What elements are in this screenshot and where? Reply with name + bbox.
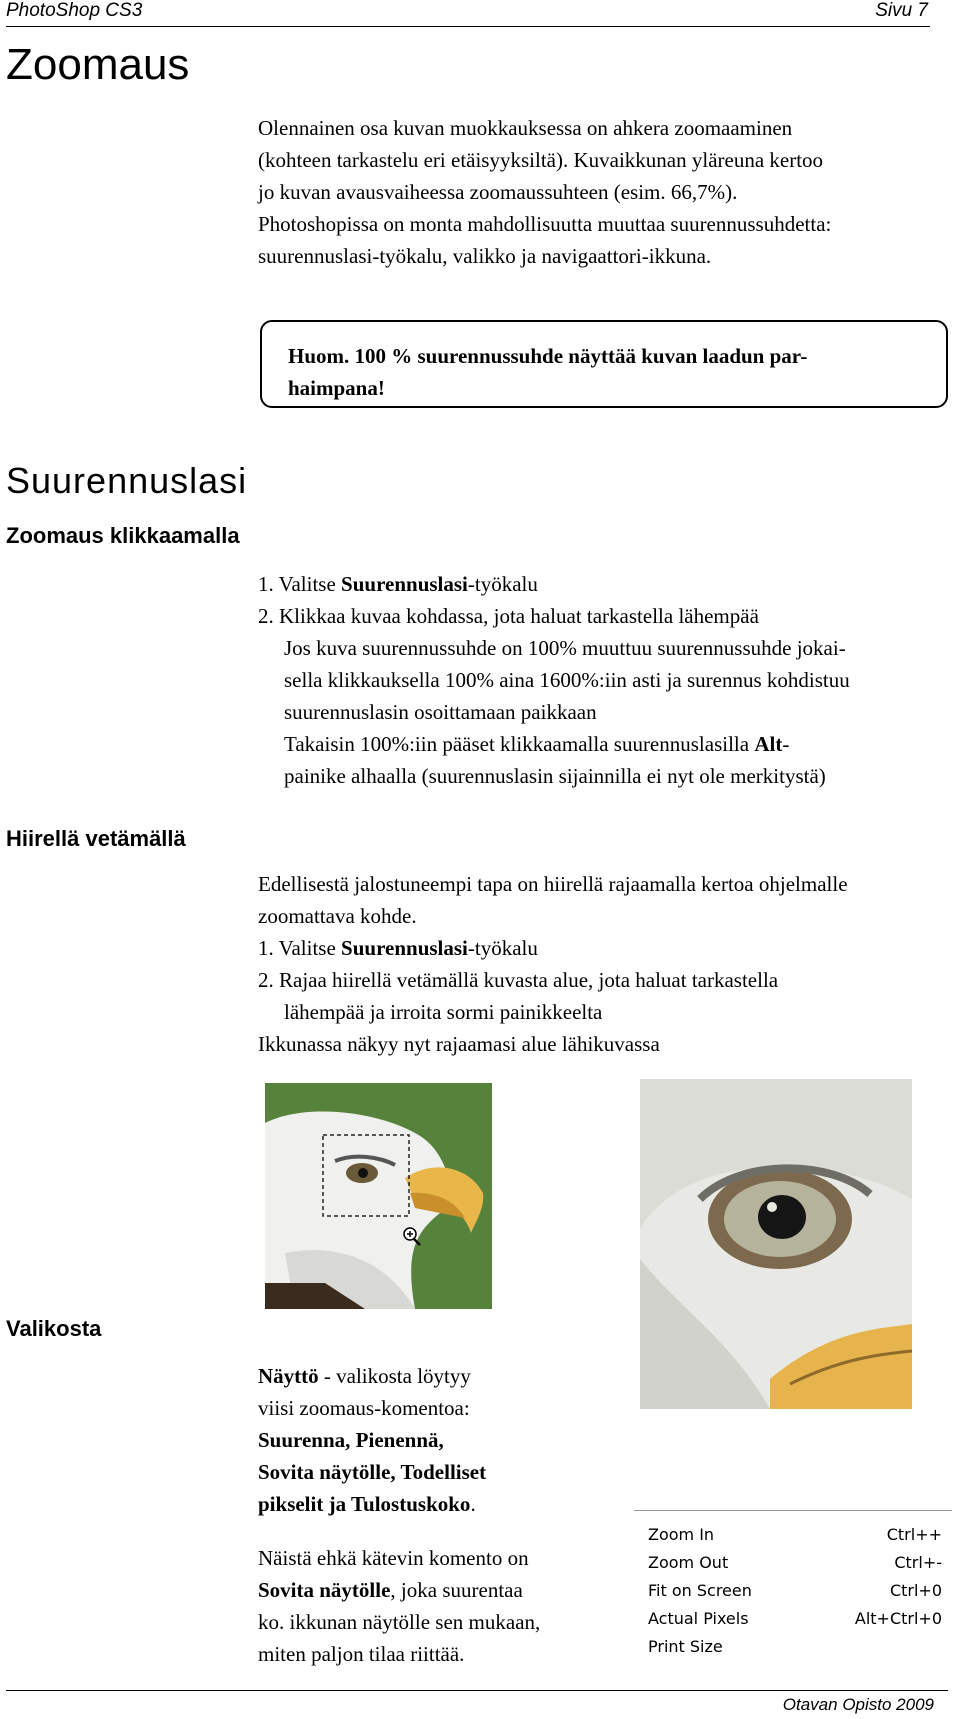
note-line-2: haimpana!: [288, 376, 385, 400]
menu-item-zoom-out[interactable]: Zoom Out Ctrl+-: [648, 1553, 942, 1572]
click-zoom-steps: 1. Valitse Suurennuslasi-työkalu 2. Klikkaa kuvaa kohdassa, jota haluat tarkastella lähempää Jos kuva suurennussuhde on 100% muuttuu suurennussuhde jokai- sella klikkauksella 100% aina 1600%:iin asti ja surennus kohdistuu suurennuslasin osoittamaan paikkaan Takaisin 100%:iin pääset klikkaamalla suurennuslasilla Alt- painike alhaalla (suurennuslasin sijainnilla ei nyt ole merkitystä): [258, 572, 850, 788]
subheading-click-zoom: Zoomaus klikkaamalla: [6, 523, 240, 548]
note-box: [260, 320, 948, 408]
menu-item-print-size[interactable]: Print Size: [648, 1637, 723, 1656]
page-number: Sivu 7: [875, 0, 928, 21]
intro-paragraph: Olennainen osa kuvan muokkauksessa on ahkera zoomaaminen (kohteen tarkastelu eri etäisyyksiltä). Kuvaikkunan yläreuna kertoo jo kuvan avausvaiheessa zoomaussuhteen (esim. 66,7%). Photoshopissa on monta mahdollisuutta muuttaa suurennussuhdetta: suurennuslasi-työkalu, valikko ja navigaattori-ikkuna.: [258, 116, 832, 268]
footer-text: Otavan Opisto 2009: [782, 1695, 934, 1714]
menu-description: Näyttö - valikosta löytyy viisi zoomaus-komentoa: Suurenna, Pienennä, Sovita näytölle, Todelliset pikselit ja Tulostuskoko. Näistä ehkä kätevin komento on Sovita näytölle, joka suurentaa ko. ikkunan näytölle sen mukaan, miten paljon tilaa riittää.: [258, 1364, 541, 1666]
page-title: Zoomaus: [6, 40, 190, 89]
menu-item-actual-pixels[interactable]: Actual Pixels Alt+Ctrl+0: [648, 1609, 942, 1628]
subheading-menu: Valikosta: [6, 1316, 102, 1341]
section-heading: Suurennuslasi: [6, 460, 248, 501]
eagle-eye-closeup: [640, 1079, 912, 1409]
subheading-drag-zoom: Hiirellä vetämällä: [6, 826, 186, 851]
page-header: [6, 0, 930, 27]
header-title: PhotoShop CS3: [6, 0, 143, 21]
note-line-1: Huom. 100 % suurennussuhde näyttää kuvan laadun par-: [288, 344, 808, 368]
eagle-photo-selection: [265, 1083, 492, 1309]
menu-item-fit-on-screen[interactable]: Fit on Screen Ctrl+0: [648, 1581, 942, 1600]
zoom-menu: [634, 1510, 952, 1661]
menu-item-zoom-in[interactable]: Zoom In Ctrl++: [648, 1525, 942, 1544]
drag-zoom-steps: Edellisestä jalostuneempi tapa on hiirellä rajaamalla kertoa ohjelmalle zoomattava kohde. 1. Valitse Suurennuslasi-työkalu 2. Rajaa hiirellä vetämällä kuvasta alue, jota haluat tarkastella lähempää ja irroita sormi painikkeelta Ikkunassa näkyy nyt rajaamasi alue lähikuvassa: [258, 872, 848, 1056]
page-footer: [6, 1690, 948, 1714]
